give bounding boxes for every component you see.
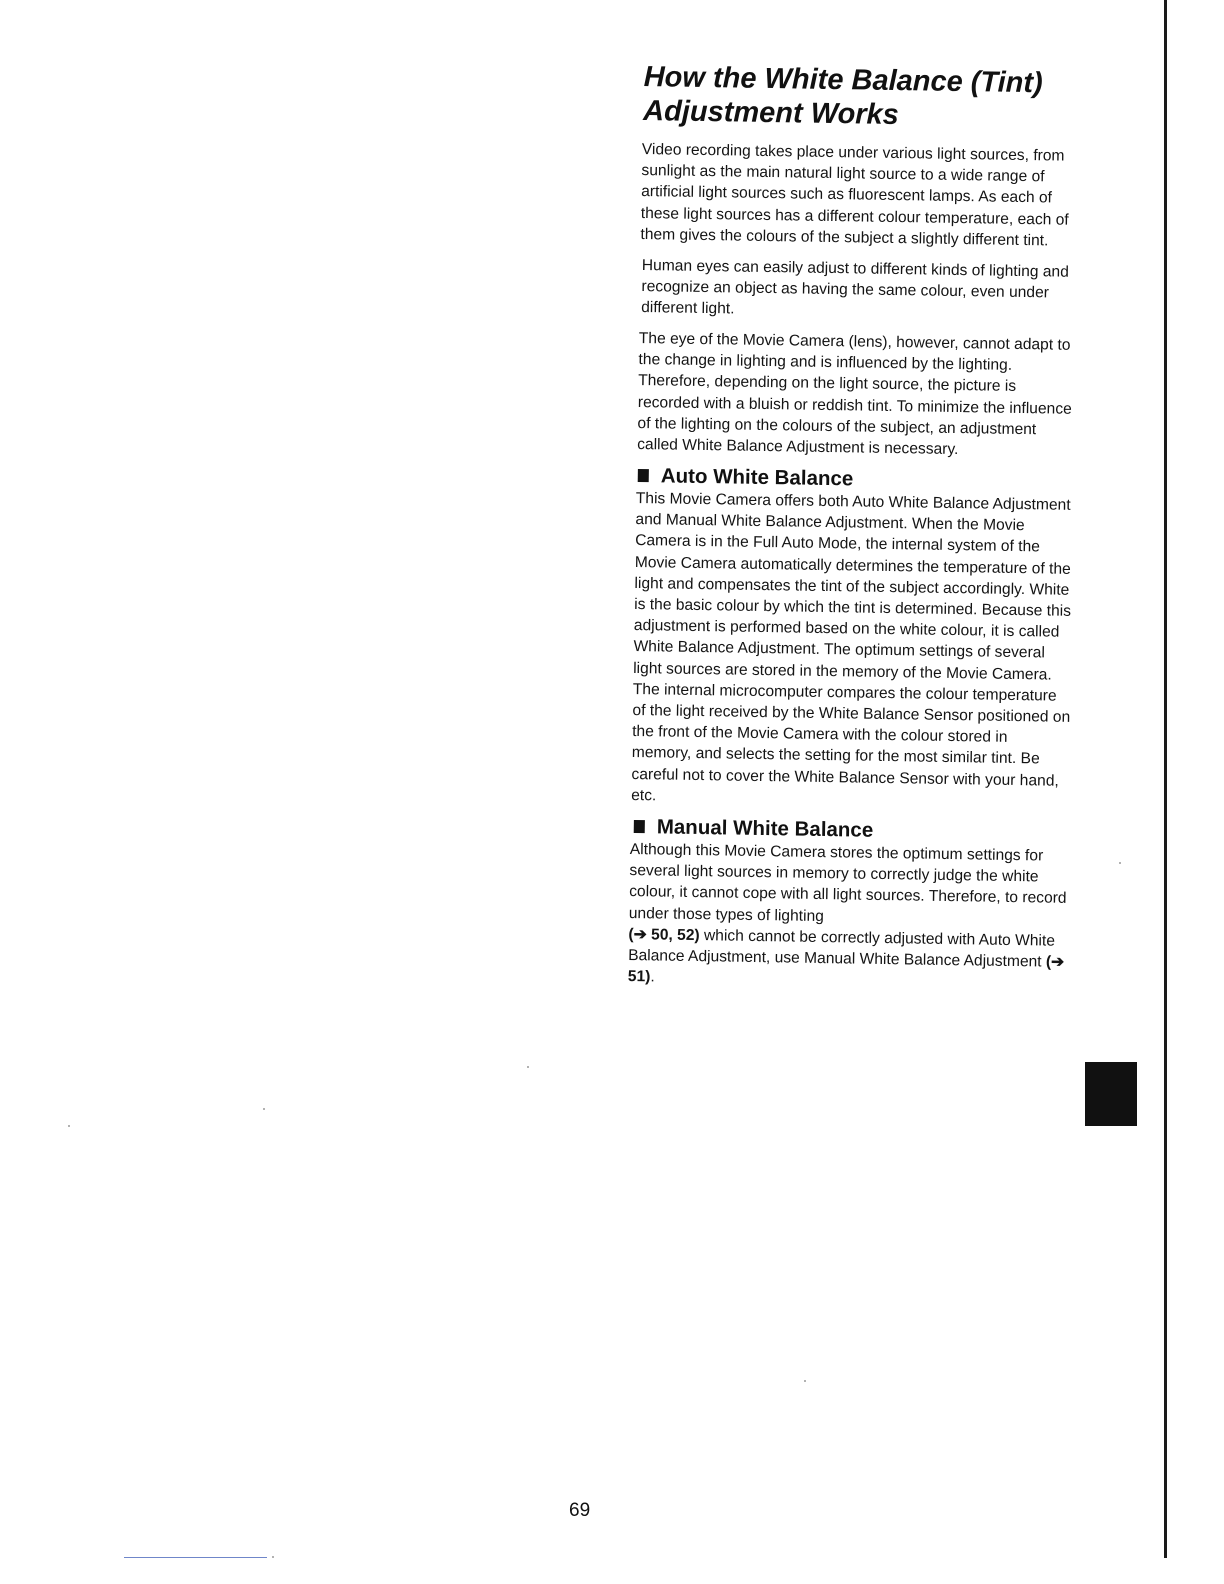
manual-white-balance-heading-text: Manual White Balance bbox=[656, 815, 874, 842]
square-bullet-icon bbox=[634, 820, 645, 833]
manual-body-end: . bbox=[650, 968, 655, 986]
page-number: 69 bbox=[569, 1500, 591, 1521]
auto-white-balance-heading-text: Auto White Balance bbox=[660, 464, 854, 491]
auto-white-balance-body: This Movie Camera offers both Auto White Balance Adjustment and Manual White Balance Adjustment. When the Movie Camera is in the Full Auto Mode, the internal system of the Movie Camera automatically determines the temperature of the light and compensates the tint of the subject accordingly. White is the basic colour by which the tint is determined. Because this adjustment is performed based on the white colour, it is called White Balance Adjustment. The optimum settings of several light sources are stored in the memory of the Movie Camera. The internal microcomputer compares the colour temperature of the light received by the White Balance Sensor positioned on the front of the Movie Camera with the colour stored in memory, and selects the setting for the most similar tint. Be careful not to cover the White Balance Sensor with your hand, etc. bbox=[631, 489, 1072, 805]
page-reference-51: (➔ 51) bbox=[627, 953, 1065, 986]
manual-body-part-1: Although this Movie Camera stores the optimum settings for several light sources in memory to correctly judge the white colour, it cannot cope with all light sources. Therefore, to record under those types of lighting bbox=[628, 840, 1067, 925]
manual-white-balance-body bbox=[628, 839, 1074, 994]
page-title bbox=[643, 60, 1074, 135]
scan-speck bbox=[527, 1066, 529, 1068]
intro-paragraph: Human eyes can easily adjust to different kinds of lighting and recognize an object as having the same colour, even under different light. bbox=[641, 257, 1069, 318]
scan-speck bbox=[263, 1108, 265, 1110]
scan-speck bbox=[804, 1380, 806, 1382]
scan-artifact-line bbox=[124, 1557, 267, 1558]
scan-speck bbox=[1119, 862, 1121, 864]
square-bullet-icon bbox=[638, 469, 649, 482]
intro-paragraph: The eye of the Movie Camera (lens), however, cannot adapt to the change in lighting and is influenced by the lighting. Therefore, depending on the light source, the picture is recorded with a bluish or reddish tint. To minimize the influence of the lighting on the colours of the subject, an adjustment called White Balance Adjustment is necessary. bbox=[637, 329, 1072, 458]
chapter-thumb-tab bbox=[1085, 1062, 1137, 1126]
title-line-1: How the White Balance (Tint) bbox=[643, 60, 1043, 100]
scan-speck bbox=[272, 1556, 274, 1558]
page-edge-line bbox=[1164, 0, 1167, 1558]
manual-body-part-2: which cannot be correctly adjusted with Auto White Balance Adjustment, use Manual White Balance Adjustment bbox=[628, 926, 1056, 971]
page-reference-50-52: (➔ 50, 52) bbox=[628, 925, 700, 944]
main-content bbox=[627, 60, 1074, 995]
intro-paragraph: Video recording takes place under various light sources, from sunlight as the main natural light source to a wide range of artificial light sources such as fluorescent lamps. As each of these light sources has a different colour temperature, each of them gives the colours of the subject a slightly different tint. bbox=[640, 140, 1069, 250]
scan-speck bbox=[68, 1125, 70, 1127]
title-line-2: Adjustment Works bbox=[642, 94, 900, 132]
